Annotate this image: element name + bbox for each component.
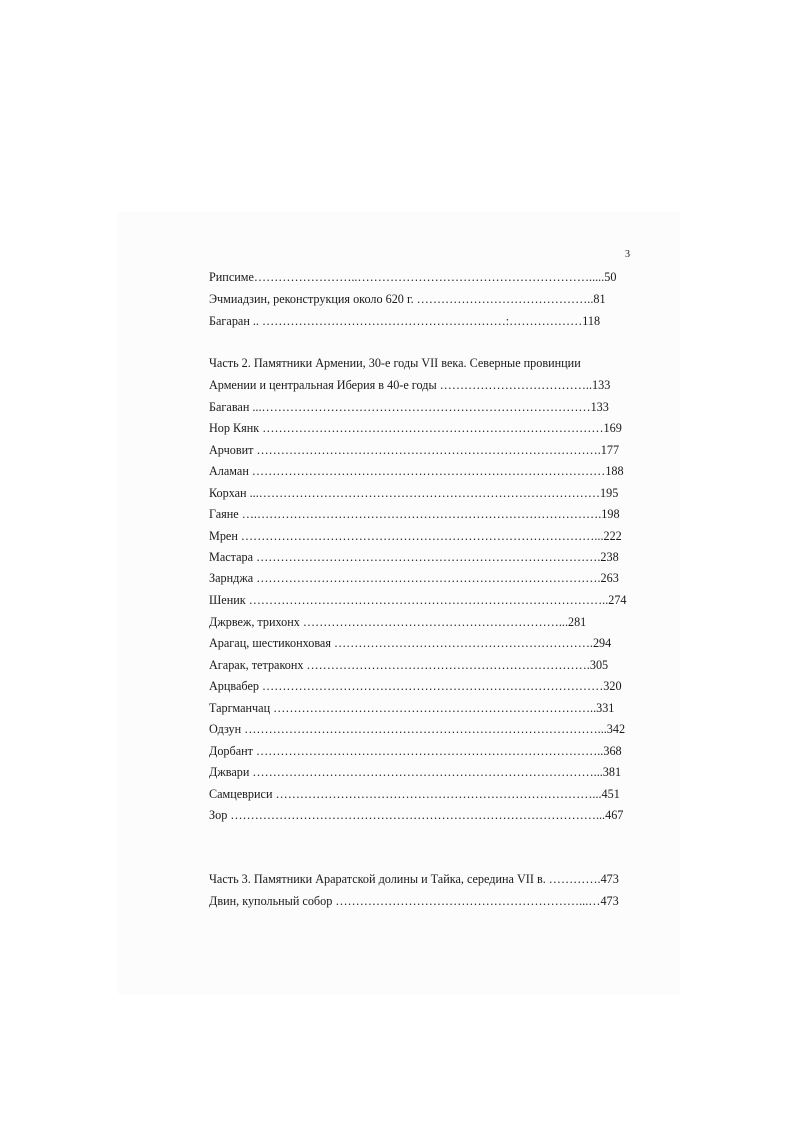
toc-entry: Арагац, шестиконховая ……………………………………………………….294	[209, 636, 612, 650]
page-number: 3	[625, 249, 630, 260]
toc-entry: Зор ………………………………………………………………………………...467	[209, 808, 624, 822]
toc-section-heading: Армении и центральная Иберия в 40-е годы ………………………………..133	[209, 378, 611, 392]
toc-entry: Джвари …………………………………………………………………………...381	[209, 765, 622, 779]
toc-entry: Багаран .. ……………………………………………………:………………118	[209, 314, 601, 328]
toc-entry: Рипсиме……………………..………………………………………………….....50	[209, 270, 617, 284]
toc-entry: Мастара ………………………………………………………………………….238	[209, 550, 619, 564]
toc-entry: Нор Кянк …………………………………………………………………………169	[209, 421, 622, 435]
toc-entry: Агарак, тетраконх …………………………………………………………….305	[209, 658, 609, 672]
toc-entry: Арцвабер …………………………………………………………………………320	[209, 679, 622, 693]
toc-entry: Корхан ...…………………………………………………………………………195	[209, 486, 619, 500]
toc-entry: Гаяне ….………………………………………………………………………….198	[209, 507, 620, 521]
toc-entry: Эчмиадзин, реконструкция около 620 г. ……………………………………..81	[209, 292, 606, 306]
toc-entry: Зарнджа ………………………………………………………………………….263	[209, 571, 619, 585]
toc-entry: Двин, купольный собор ……………………………………………………...…473	[209, 894, 619, 908]
toc-entry: Дорбант …………………………………………………………………………..368	[209, 744, 622, 758]
toc-entry: Аламан ……………………………………………………………………………188	[209, 464, 624, 478]
toc-entry: Шеник ……………………………………………………………………………..274	[209, 593, 627, 607]
toc-section-heading: Часть 2. Памятники Армении, 30-е годы VII века. Северные провинции	[209, 356, 581, 370]
toc-entry: Одзун ……………………………………………………………………………...342	[209, 722, 626, 736]
toc-entry: Арчовит ………………………………………………………………………….177	[209, 443, 620, 457]
toc-entry: Джрвеж, трихонх ………………………………………………………...281	[209, 615, 587, 629]
toc-entry: Таргманчац ……………………………………………………………………..331	[209, 701, 615, 715]
toc-section-heading: Часть 3. Памятники Араратской долины и Тайка, середина VII в. ………….473	[209, 872, 619, 886]
toc-entry: Багаван ...………………………………………………………………………133	[209, 400, 609, 414]
toc-entry: Мрен ……………………………………………………………………………...222	[209, 529, 622, 543]
toc-entry: Самцевриси ……………………………………………………………………...451	[209, 787, 620, 801]
